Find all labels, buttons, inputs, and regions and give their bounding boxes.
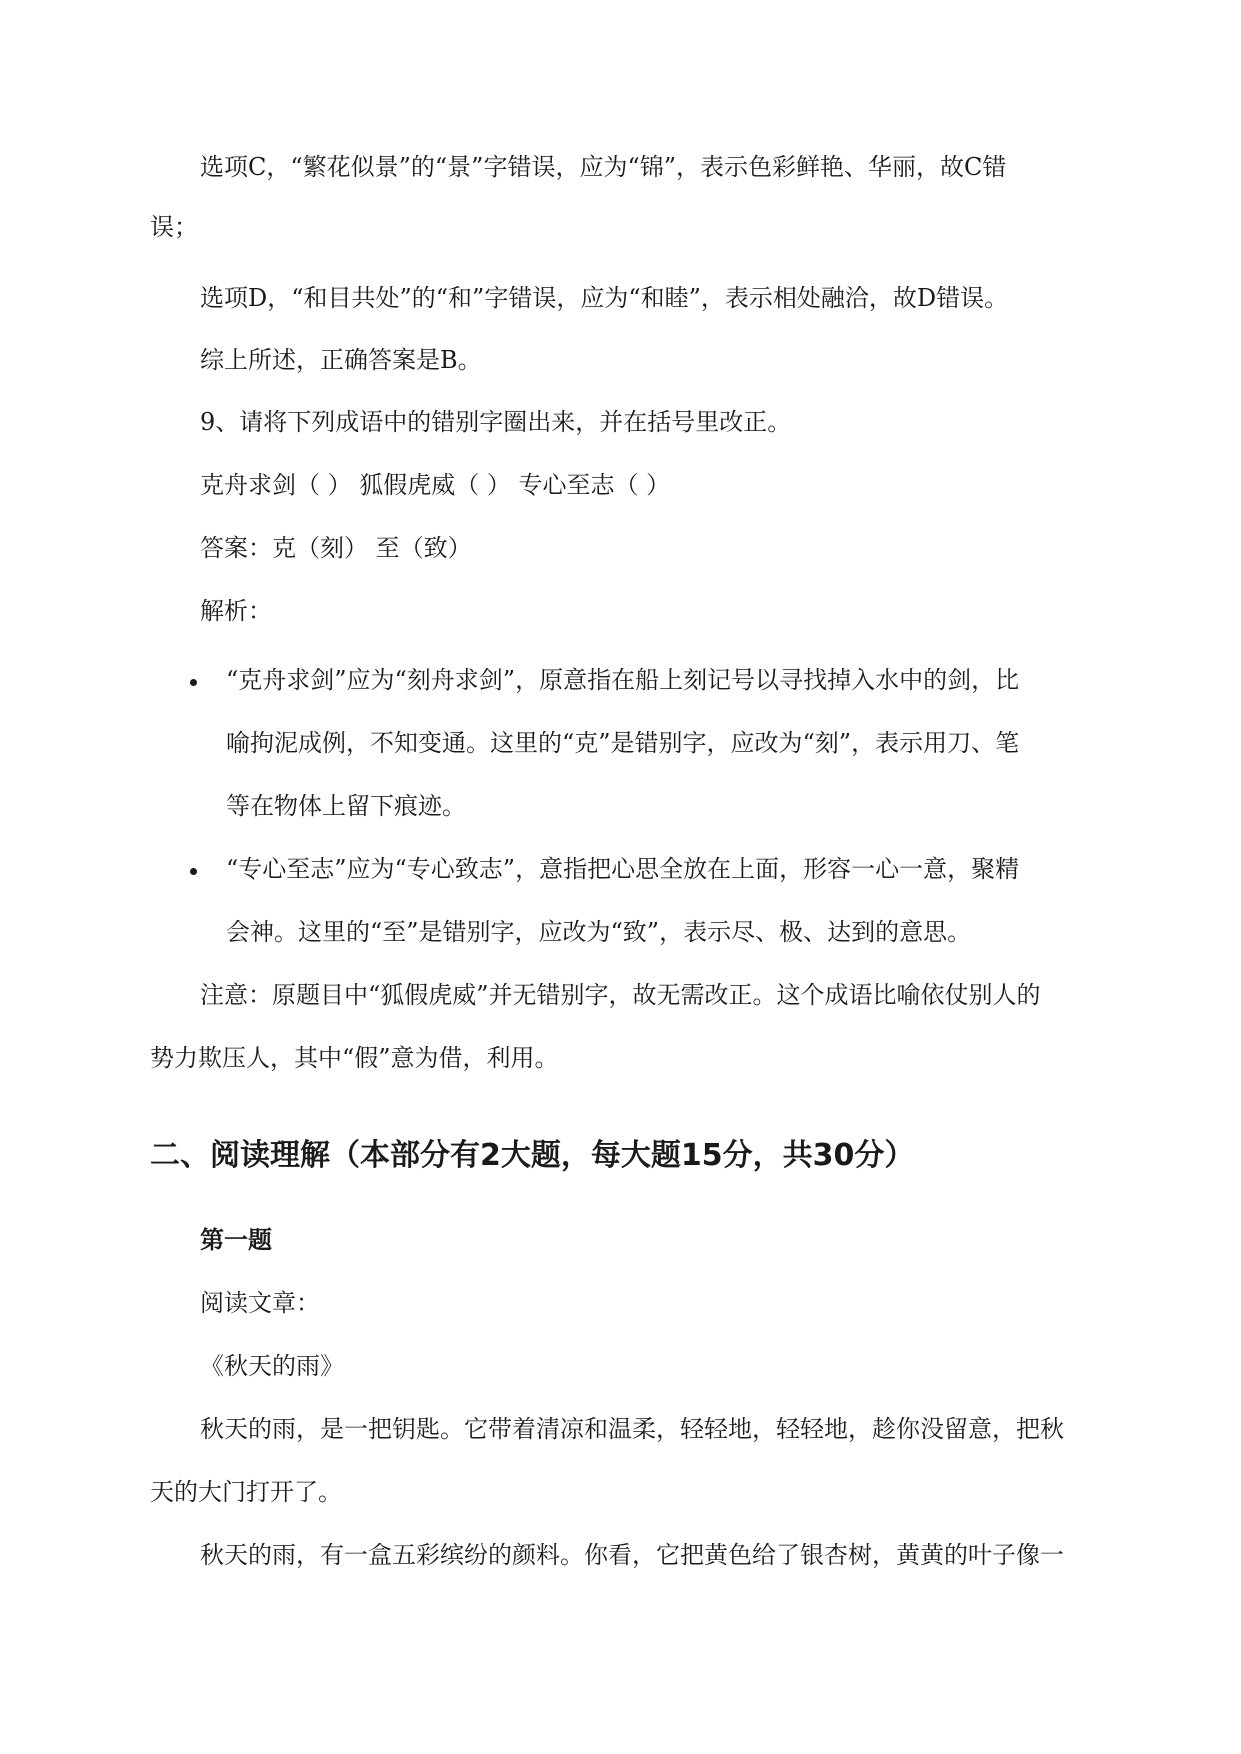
q9-items: 克舟求剑（ ） 狐假虎威（ ） 专心至志（ ） — [200, 471, 671, 499]
option-c-line1: 选项C，“繁花似景”的“景”字错误，应为“锦”，表示色彩鲜艳、华丽，故C错 — [200, 153, 1007, 181]
paragraph-1-line2: 天的大门打开了。 — [150, 1478, 342, 1506]
conclusion-text: 综上所述，正确答案是B。 — [200, 346, 482, 374]
bullet-1-line2: 喻拘泥成例，不知变通。这里的“克”是错别字，应改为“刻”，表示用刀、笔 — [226, 729, 1020, 757]
article-title: 《秋天的雨》 — [200, 1352, 344, 1380]
bullet-dot — [190, 679, 197, 686]
bullet-2-line1: “专心至志”应为“专心致志”，意指把心思全放在上面，形容一心一意，聚精 — [226, 855, 1020, 883]
paragraph-1-line1: 秋天的雨，是一把钥匙。它带着清凉和温柔，轻轻地，轻轻地，趁你没留意，把秋 — [200, 1415, 1064, 1443]
note-line2: 势力欺压人，其中“假”意为借，利用。 — [150, 1044, 559, 1072]
bullet-2-line2: 会神。这里的“至”是错别字，应改为“致”，表示尽、极、达到的意思。 — [226, 918, 972, 946]
q9-prompt: 9、请将下列成语中的错别字圈出来，并在括号里改正。 — [200, 408, 792, 436]
paragraph-2-line1: 秋天的雨，有一盒五彩缤纷的颜料。你看，它把黄色给了银杏树，黄黄的叶子像一 — [200, 1541, 1064, 1569]
bullet-1-line3: 等在物体上留下痕迹。 — [226, 792, 466, 820]
subsection-title: 第一题 — [200, 1226, 272, 1254]
bullet-1-line1: “克舟求剑”应为“刻舟求剑”，原意指在船上刻记号以寻找掉入水中的剑，比 — [226, 666, 1020, 694]
bullet-dot — [190, 868, 197, 875]
q9-analysis-label: 解析： — [200, 597, 272, 625]
q9-answer: 答案：克（刻） 至（致） — [200, 534, 472, 562]
option-c-line2: 误； — [150, 213, 198, 241]
read-label: 阅读文章： — [200, 1289, 320, 1317]
section-heading: 二、阅读理解（本部分有2大题，每大题15分，共30分） — [150, 1138, 915, 1173]
note-line1: 注意：原题目中“狐假虎威”并无错别字，故无需改正。这个成语比喻依仗别人的 — [200, 981, 1041, 1009]
option-d-text: 选项D，“和目共处”的“和”字错误，应为“和睦”，表示相处融洽，故D错误。 — [200, 284, 1009, 312]
